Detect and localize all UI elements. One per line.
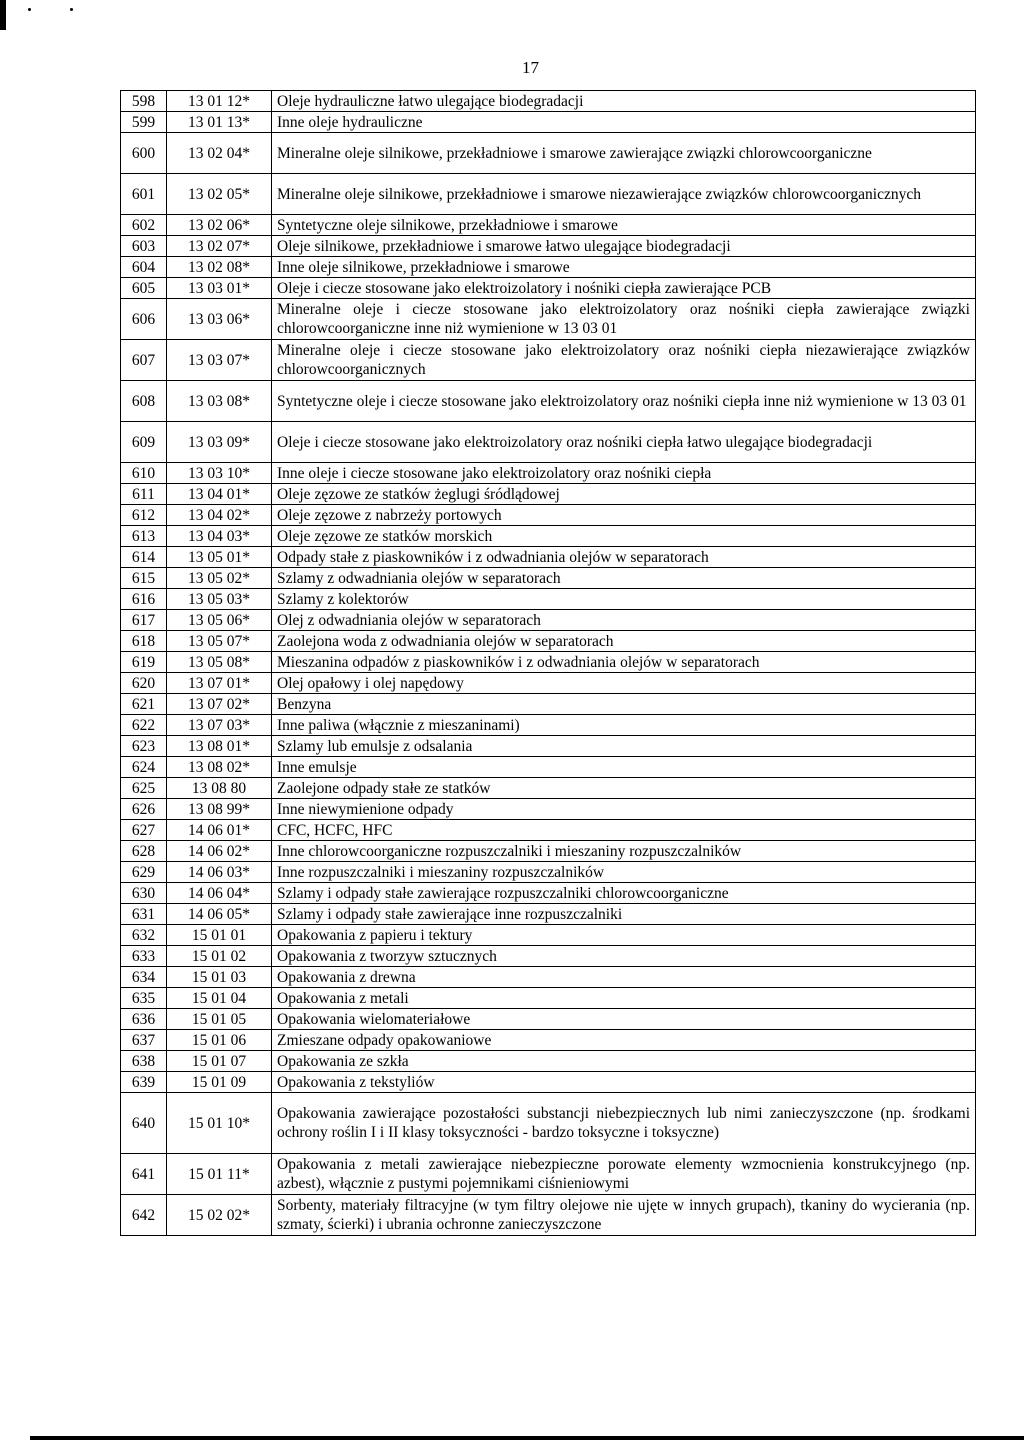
waste-description: Opakowania z tekstyliów — [272, 1072, 976, 1093]
waste-code: 15 01 06 — [167, 1030, 272, 1051]
waste-description: Inne oleje silnikowe, przekładniowe i smarowe — [272, 257, 976, 278]
row-number: 638 — [121, 1051, 167, 1072]
waste-description: Inne oleje hydrauliczne — [272, 112, 976, 133]
waste-code: 13 01 13* — [167, 112, 272, 133]
row-number: 599 — [121, 112, 167, 133]
row-number: 618 — [121, 631, 167, 652]
row-number: 628 — [121, 841, 167, 862]
table-row — [121, 1051, 976, 1072]
waste-description: Syntetyczne oleje silnikowe, przekładniowe i smarowe — [272, 215, 976, 236]
table-row — [121, 463, 976, 484]
waste-code: 15 01 01 — [167, 925, 272, 946]
waste-description: Inne rozpuszczalniki i mieszaniny rozpuszczalników — [272, 862, 976, 883]
waste-code: 13 03 09* — [167, 422, 272, 463]
waste-description: Oleje zęzowe z nabrzeży portowych — [272, 505, 976, 526]
table-row — [121, 883, 976, 904]
table-row — [121, 236, 976, 257]
table-row — [121, 422, 976, 463]
waste-description: Oleje zęzowe ze statków żeglugi śródlądowej — [272, 484, 976, 505]
waste-description: Zaolejone odpady stałe ze statków — [272, 778, 976, 799]
waste-description: Olej opałowy i olej napędowy — [272, 673, 976, 694]
table-row — [121, 278, 976, 299]
waste-code: 15 01 09 — [167, 1072, 272, 1093]
row-number: 604 — [121, 257, 167, 278]
row-number: 631 — [121, 904, 167, 925]
table-row — [121, 673, 976, 694]
table-row — [121, 215, 976, 236]
row-number: 603 — [121, 236, 167, 257]
table-row — [121, 340, 976, 381]
row-number: 622 — [121, 715, 167, 736]
waste-code: 15 01 03 — [167, 967, 272, 988]
table-row — [121, 91, 976, 112]
waste-description: Szlamy z kolektorów — [272, 589, 976, 610]
waste-description: Mieszanina odpadów z piaskowników i z odwadniania olejów w separatorach — [272, 652, 976, 673]
waste-description: Olej z odwadniania olejów w separatorach — [272, 610, 976, 631]
row-number: 615 — [121, 568, 167, 589]
table-row — [121, 778, 976, 799]
table-row — [121, 526, 976, 547]
row-number: 613 — [121, 526, 167, 547]
waste-description: Opakowania zawierające pozostałości substancji niebezpiecznych lub nimi zanieczyszczone (np. środkami ochrony roślin I i II klasy toksyczności - bardzo toksyczne i toksyczne) — [272, 1093, 976, 1154]
row-number: 629 — [121, 862, 167, 883]
waste-code: 13 07 02* — [167, 694, 272, 715]
waste-code: 13 02 04* — [167, 133, 272, 174]
waste-description: Oleje silnikowe, przekładniowe i smarowe łatwo ulegające biodegradacji — [272, 236, 976, 257]
waste-code: 13 02 08* — [167, 257, 272, 278]
waste-description: Syntetyczne oleje i ciecze stosowane jako elektroizolatory oraz nośniki ciepła inne niż wymienione w 13 03 01 — [272, 381, 976, 422]
waste-description: Inne chlorowcoorganiczne rozpuszczalniki i mieszaniny rozpuszczalników — [272, 841, 976, 862]
row-number: 601 — [121, 174, 167, 215]
row-number: 605 — [121, 278, 167, 299]
scan-speck — [28, 8, 31, 11]
waste-code: 15 01 05 — [167, 1009, 272, 1030]
waste-code: 13 03 10* — [167, 463, 272, 484]
waste-code: 14 06 02* — [167, 841, 272, 862]
waste-code: 13 03 07* — [167, 340, 272, 381]
waste-description: Opakowania z tworzyw sztucznych — [272, 946, 976, 967]
waste-description: Szlamy i odpady stałe zawierające inne rozpuszczalniki — [272, 904, 976, 925]
row-number: 610 — [121, 463, 167, 484]
waste-code: 15 01 04 — [167, 988, 272, 1009]
waste-code: 13 05 01* — [167, 547, 272, 568]
row-number: 642 — [121, 1195, 167, 1236]
table-row — [121, 715, 976, 736]
waste-code: 15 01 02 — [167, 946, 272, 967]
waste-code: 13 02 07* — [167, 236, 272, 257]
waste-description: Oleje zęzowe ze statków morskich — [272, 526, 976, 547]
table-row — [121, 1009, 976, 1030]
waste-code-table-body — [121, 91, 976, 1236]
table-row — [121, 1030, 976, 1051]
table-row — [121, 694, 976, 715]
row-number: 630 — [121, 883, 167, 904]
waste-code: 13 05 03* — [167, 589, 272, 610]
row-number: 636 — [121, 1009, 167, 1030]
table-row — [121, 904, 976, 925]
row-number: 598 — [121, 91, 167, 112]
row-number: 640 — [121, 1093, 167, 1154]
waste-description: Zaolejona woda z odwadniania olejów w separatorach — [272, 631, 976, 652]
table-row — [121, 967, 976, 988]
waste-description: Opakowania z papieru i tektury — [272, 925, 976, 946]
waste-description: Opakowania ze szkła — [272, 1051, 976, 1072]
table-row — [121, 610, 976, 631]
waste-description: CFC, HCFC, HFC — [272, 820, 976, 841]
row-number: 634 — [121, 967, 167, 988]
waste-code: 13 01 12* — [167, 91, 272, 112]
row-number: 600 — [121, 133, 167, 174]
waste-description: Inne emulsje — [272, 757, 976, 778]
waste-code: 14 06 04* — [167, 883, 272, 904]
waste-description: Mineralne oleje silnikowe, przekładniowe i smarowe niezawierające związków chlorowcoorganicznych — [272, 174, 976, 215]
waste-code: 13 03 01* — [167, 278, 272, 299]
waste-description: Opakowania wielomateriałowe — [272, 1009, 976, 1030]
table-row — [121, 133, 976, 174]
waste-description: Szlamy i odpady stałe zawierające rozpuszczalniki chlorowcoorganiczne — [272, 883, 976, 904]
row-number: 616 — [121, 589, 167, 610]
waste-description: Opakowania z metali zawierające niebezpieczne porowate elementy wzmocnienia konstrukcyjnego (np. azbest), włącznie z pustymi pojemnikami ciśnieniowymi — [272, 1154, 976, 1195]
table-row — [121, 381, 976, 422]
page-number: 17 — [522, 58, 539, 77]
table-row — [121, 988, 976, 1009]
row-number: 635 — [121, 988, 167, 1009]
waste-description: Szlamy z odwadniania olejów w separatorach — [272, 568, 976, 589]
waste-description: Mineralne oleje i ciecze stosowane jako elektroizolatory oraz nośniki ciepła zawierające związki chlorowcoorganiczne inne niż wymienione w 13 03 01 — [272, 299, 976, 340]
waste-code: 13 02 06* — [167, 215, 272, 236]
row-number: 608 — [121, 381, 167, 422]
row-number: 620 — [121, 673, 167, 694]
waste-description: Opakowania z drewna — [272, 967, 976, 988]
waste-description: Sorbenty, materiały filtracyjne (w tym filtry olejowe nie ujęte w innych grupach), tkaniny do wycierania (np. szmaty, ścierki) i ubrania ochronne zanieczyszczone — [272, 1195, 976, 1236]
table-row — [121, 568, 976, 589]
table-row — [121, 547, 976, 568]
row-number: 633 — [121, 946, 167, 967]
table-row — [121, 112, 976, 133]
waste-code-table — [120, 90, 976, 1236]
row-number: 612 — [121, 505, 167, 526]
waste-description: Odpady stałe z piaskowników i z odwadniania olejów w separatorach — [272, 547, 976, 568]
table-row — [121, 757, 976, 778]
table-row — [121, 925, 976, 946]
row-number: 639 — [121, 1072, 167, 1093]
table-row — [121, 736, 976, 757]
waste-description: Mineralne oleje i ciecze stosowane jako elektroizolatory oraz nośniki ciepła niezawierające związków chlorowcoorganicznych — [272, 340, 976, 381]
row-number: 637 — [121, 1030, 167, 1051]
table-row — [121, 589, 976, 610]
waste-code: 13 05 07* — [167, 631, 272, 652]
waste-code: 13 07 03* — [167, 715, 272, 736]
scan-speck — [70, 8, 73, 11]
waste-code: 15 02 02* — [167, 1195, 272, 1236]
row-number: 626 — [121, 799, 167, 820]
waste-description: Mineralne oleje silnikowe, przekładniowe i smarowe zawierające związki chlorowcoorganiczne — [272, 133, 976, 174]
table-row — [121, 505, 976, 526]
row-number: 611 — [121, 484, 167, 505]
row-number: 623 — [121, 736, 167, 757]
row-number: 619 — [121, 652, 167, 673]
row-number: 624 — [121, 757, 167, 778]
waste-code: 13 04 03* — [167, 526, 272, 547]
waste-code: 13 08 02* — [167, 757, 272, 778]
waste-code: 14 06 05* — [167, 904, 272, 925]
row-number: 617 — [121, 610, 167, 631]
scan-edge-mark — [0, 0, 6, 30]
waste-code: 13 05 06* — [167, 610, 272, 631]
table-row — [121, 652, 976, 673]
table-row — [121, 1195, 976, 1236]
row-number: 607 — [121, 340, 167, 381]
waste-code: 13 02 05* — [167, 174, 272, 215]
waste-description: Oleje i ciecze stosowane jako elektroizolatory i nośniki ciepła zawierające PCB — [272, 278, 976, 299]
waste-code: 15 01 11* — [167, 1154, 272, 1195]
waste-description: Inne paliwa (włącznie z mieszaninami) — [272, 715, 976, 736]
row-number: 625 — [121, 778, 167, 799]
waste-description: Inne niewymienione odpady — [272, 799, 976, 820]
waste-code: 15 01 10* — [167, 1093, 272, 1154]
table-row — [121, 862, 976, 883]
row-number: 602 — [121, 215, 167, 236]
waste-description: Oleje i ciecze stosowane jako elektroizolatory oraz nośniki ciepła łatwo ulegające biodegradacji — [272, 422, 976, 463]
waste-description: Opakowania z metali — [272, 988, 976, 1009]
waste-code: 14 06 01* — [167, 820, 272, 841]
table-row — [121, 174, 976, 215]
table-row — [121, 946, 976, 967]
waste-code: 13 05 08* — [167, 652, 272, 673]
waste-description: Oleje hydrauliczne łatwo ulegające biodegradacji — [272, 91, 976, 112]
table-row — [121, 799, 976, 820]
row-number: 621 — [121, 694, 167, 715]
row-number: 627 — [121, 820, 167, 841]
table-row — [121, 484, 976, 505]
waste-code: 14 06 03* — [167, 862, 272, 883]
waste-code: 13 03 06* — [167, 299, 272, 340]
table-row — [121, 820, 976, 841]
waste-code: 13 04 02* — [167, 505, 272, 526]
table-row — [121, 631, 976, 652]
waste-description: Szlamy lub emulsje z odsalania — [272, 736, 976, 757]
table-row — [121, 841, 976, 862]
waste-code: 13 08 99* — [167, 799, 272, 820]
table-row — [121, 257, 976, 278]
table-row — [121, 299, 976, 340]
row-number: 606 — [121, 299, 167, 340]
waste-description: Zmieszane odpady opakowaniowe — [272, 1030, 976, 1051]
row-number: 632 — [121, 925, 167, 946]
table-row — [121, 1072, 976, 1093]
row-number: 614 — [121, 547, 167, 568]
bottom-rule — [30, 1436, 1024, 1440]
waste-code: 15 01 07 — [167, 1051, 272, 1072]
table-row — [121, 1154, 976, 1195]
row-number: 609 — [121, 422, 167, 463]
waste-code: 13 08 80 — [167, 778, 272, 799]
table-row — [121, 1093, 976, 1154]
waste-code: 13 04 01* — [167, 484, 272, 505]
waste-code: 13 05 02* — [167, 568, 272, 589]
waste-description: Benzyna — [272, 694, 976, 715]
waste-description: Inne oleje i ciecze stosowane jako elektroizolatory oraz nośniki ciepła — [272, 463, 976, 484]
waste-code: 13 03 08* — [167, 381, 272, 422]
row-number: 641 — [121, 1154, 167, 1195]
waste-code: 13 08 01* — [167, 736, 272, 757]
waste-code: 13 07 01* — [167, 673, 272, 694]
